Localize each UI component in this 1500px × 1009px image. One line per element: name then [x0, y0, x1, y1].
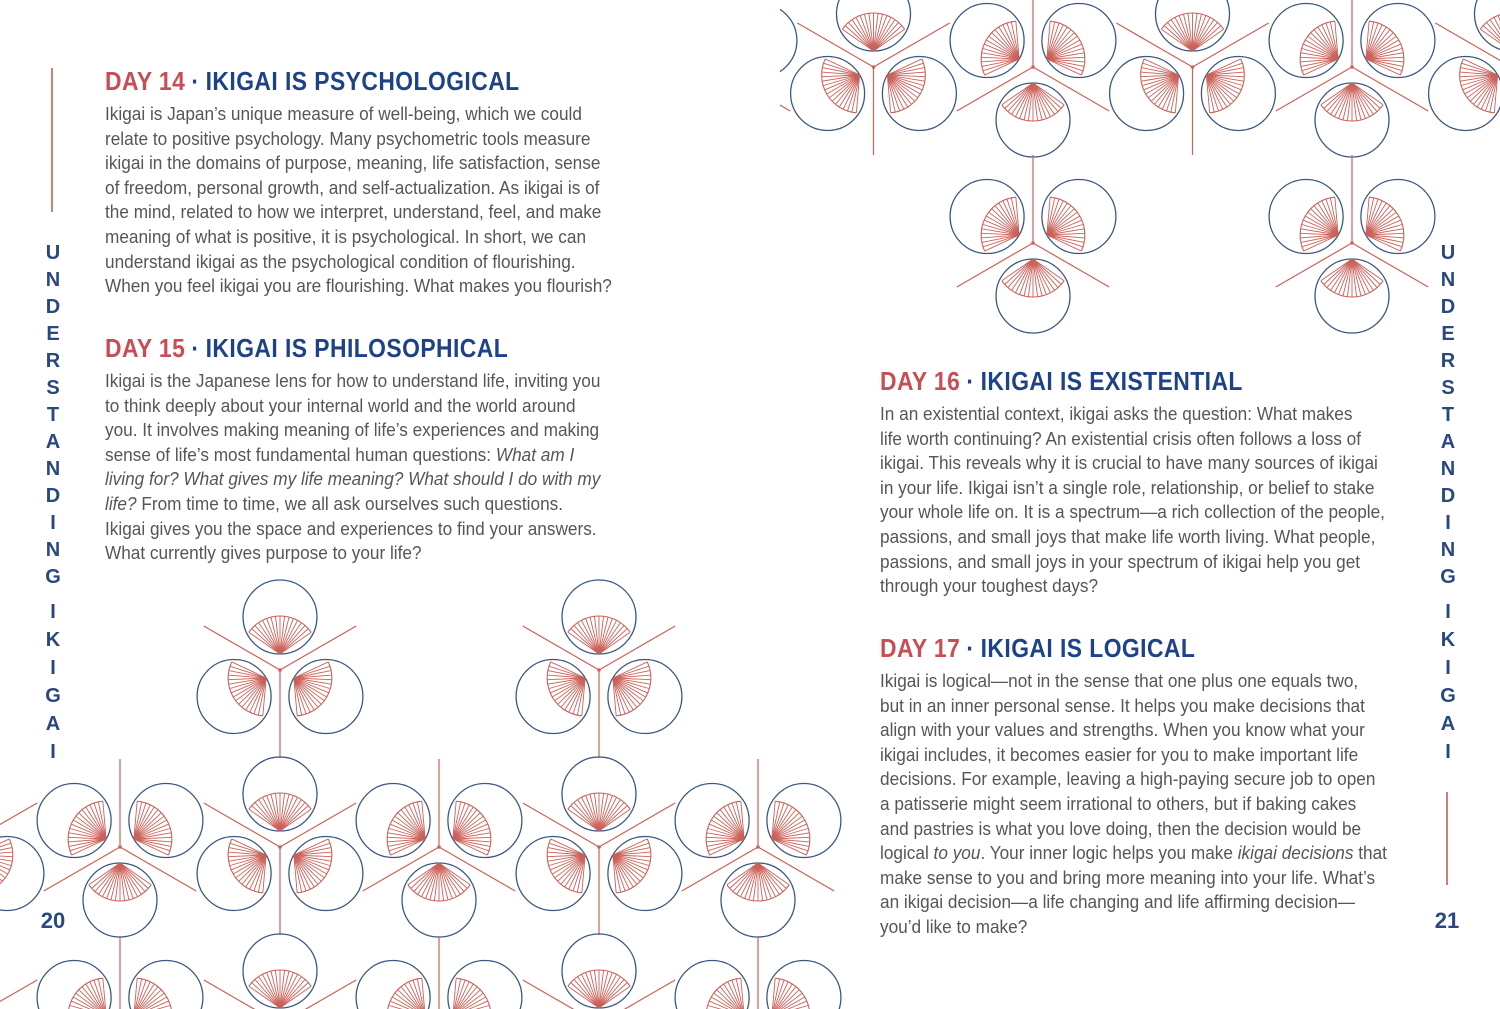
rail-letter: N — [45, 539, 61, 561]
section-day16 — [880, 366, 1292, 397]
rail-letter: T — [46, 404, 60, 426]
ikigai-pattern-top-right — [780, 0, 1500, 348]
text-line: passions, and small joys that make life worth living. What people, — [880, 525, 1376, 547]
text-line: understand ikigai as the psychological condition of flourishing. — [105, 250, 576, 272]
rail-letter: N — [1440, 458, 1456, 480]
rail-letter: E — [1441, 323, 1455, 345]
text-line: a patisserie might seem irrational to others, but if baking cakes — [880, 792, 1357, 814]
rail-letter: A — [1440, 713, 1456, 735]
rail-letter: I — [1445, 601, 1451, 623]
rail-letter: K — [45, 629, 61, 651]
rail-letter: G — [45, 566, 61, 588]
text-line: in your life. Ikigai isn’t a single role, relationship, or belief to stake — [880, 476, 1375, 498]
section-heading — [105, 333, 508, 364]
day-label: DAY 16 — [880, 366, 961, 396]
day-label: DAY 15 — [105, 333, 186, 363]
text-line: Ikigai gives you the space and experiences to find your answers. — [105, 517, 597, 539]
rail-right-understanding — [1435, 240, 1461, 591]
text-line: sense of life’s most fundamental human questions: What am I — [105, 443, 575, 465]
rail-letter: N — [45, 269, 61, 291]
heading-separator: · — [191, 333, 200, 363]
text-line: through your toughest days? — [880, 575, 1099, 597]
section-day15-body — [105, 369, 638, 566]
rail-letter: D — [1440, 485, 1456, 507]
rail-left-ikigai — [40, 598, 66, 766]
rail-letter: R — [1440, 350, 1456, 372]
text-line: life worth continuing? An existential crisis often follows a loss of — [880, 427, 1362, 449]
rail-letter: K — [1440, 629, 1456, 651]
text-line: ikigai includes, it becomes easier for you to make important life — [880, 743, 1359, 765]
rail-letter: R — [45, 350, 61, 372]
text-line: you’d like to make? — [880, 915, 1028, 937]
rail-letter: I — [50, 741, 56, 763]
rail-letter: T — [1441, 404, 1455, 426]
text-line: passions, and small joys in your spectrum of ikigai help you get — [880, 550, 1361, 572]
day-label: DAY 14 — [105, 66, 186, 96]
rail-letter: G — [1440, 566, 1456, 588]
rail-letter: S — [1441, 377, 1455, 399]
section-day17 — [880, 633, 1238, 664]
text-line: but in an inner personal sense. It helps you make decisions that — [880, 694, 1365, 716]
text-line: you. It involves making meaning of life’s experiences and making — [105, 419, 600, 441]
rail-rule-left — [51, 68, 53, 212]
text-line: make sense to you and bring more meaning into your life. What’s — [880, 866, 1376, 888]
text-line: relate to positive psychology. Many psychometric tools measure — [105, 127, 591, 149]
rail-rule-right — [1446, 792, 1448, 885]
rail-letter: G — [1440, 685, 1456, 707]
text-line: life? From time to time, we all ask ourselves such questions. — [105, 492, 564, 514]
rail-letter: A — [45, 713, 61, 735]
text-line: decisions. For example, leaving a high-paying secure job to open — [880, 768, 1376, 790]
text-line: Ikigai is the Japanese lens for how to understand life, inviting you — [105, 370, 601, 391]
text-line: the mind, related to how we interpret, understand, feel, and make — [105, 201, 602, 223]
section-day14-body — [105, 102, 650, 299]
rail-letter: I — [50, 601, 56, 623]
rail-letter: U — [45, 242, 61, 264]
rail-letter: I — [1445, 741, 1451, 763]
rail-letter: G — [45, 685, 61, 707]
section-heading — [880, 633, 1195, 664]
rail-right-ikigai — [1435, 598, 1461, 766]
rail-letter: I — [1445, 512, 1451, 534]
heading-separator: · — [966, 366, 975, 396]
rail-letter: D — [1440, 296, 1456, 318]
text-line: What currently gives purpose to your life? — [105, 542, 422, 564]
text-line: Ikigai is Japan’s unique measure of well-being, which we could — [105, 103, 582, 124]
section-title: IKIGAI IS PSYCHOLOGICAL — [205, 66, 520, 96]
text-line: When you feel ikigai you are flourishing. What makes you flourish? — [105, 275, 612, 297]
page-number-right: 21 — [1434, 908, 1460, 933]
rail-letter: N — [1440, 269, 1456, 291]
rail-letter: A — [45, 431, 61, 453]
text-line: ikigai. This reveals why it is crucial to have many sources of ikigai — [880, 452, 1378, 474]
ikigai-pattern-bottom-left — [0, 560, 860, 1009]
section-heading — [105, 66, 520, 97]
text-line: align with your values and strengths. When you know what your — [880, 719, 1365, 741]
rail-letter: N — [45, 458, 61, 480]
heading-separator: · — [191, 66, 200, 96]
rail-letter: I — [1445, 657, 1451, 679]
text-line: meaning of what is positive, it is psychological. In short, we can — [105, 225, 587, 247]
text-line: your whole life on. It is a spectrum—a rich collection of the people, — [880, 501, 1385, 523]
text-line: logical to you. Your inner logic helps you make ikigai decisions that — [880, 842, 1387, 864]
rail-letter: N — [1440, 539, 1456, 561]
text-line: ikigai in the domains of purpose, meaning, life satisfaction, sense — [105, 152, 601, 174]
rail-left-understanding — [40, 240, 66, 591]
rail-letter: S — [46, 377, 60, 399]
rail-letter: D — [45, 296, 61, 318]
text-line: an ikigai decision—a life changing and life affirming decision— — [880, 891, 1356, 913]
text-line: and pastries is what you love doing, then the decision would be — [880, 817, 1362, 839]
rail-letter: I — [50, 657, 56, 679]
section-title: IKIGAI IS LOGICAL — [980, 633, 1196, 663]
text-line: Ikigai is logical—not in the sense that one plus one equals two, — [880, 670, 1359, 691]
section-day16-body — [880, 402, 1423, 599]
text-line: living for? What gives my life meaning? What should I do with my — [105, 468, 601, 490]
rail-letter: D — [45, 485, 61, 507]
section-day17-body — [880, 669, 1425, 940]
rail-letter: I — [50, 512, 56, 534]
section-title: IKIGAI IS EXISTENTIAL — [980, 366, 1243, 396]
section-day14 — [105, 66, 576, 97]
text-line: of freedom, personal growth, and self-actualization. As ikigai is of — [105, 176, 600, 198]
section-heading — [880, 366, 1243, 397]
day-label: DAY 17 — [880, 633, 961, 663]
rail-letter: A — [1440, 431, 1456, 453]
rail-letter: U — [1440, 242, 1456, 264]
text-line: In an existential context, ikigai asks the question: What makes — [880, 403, 1353, 424]
text-line: to think deeply about your internal world and the world around — [105, 394, 576, 416]
page-number-left: 20 — [40, 908, 66, 933]
section-day15 — [105, 333, 563, 364]
section-title: IKIGAI IS PHILOSOPHICAL — [205, 333, 509, 363]
heading-separator: · — [966, 633, 975, 663]
rail-letter: E — [46, 323, 60, 345]
